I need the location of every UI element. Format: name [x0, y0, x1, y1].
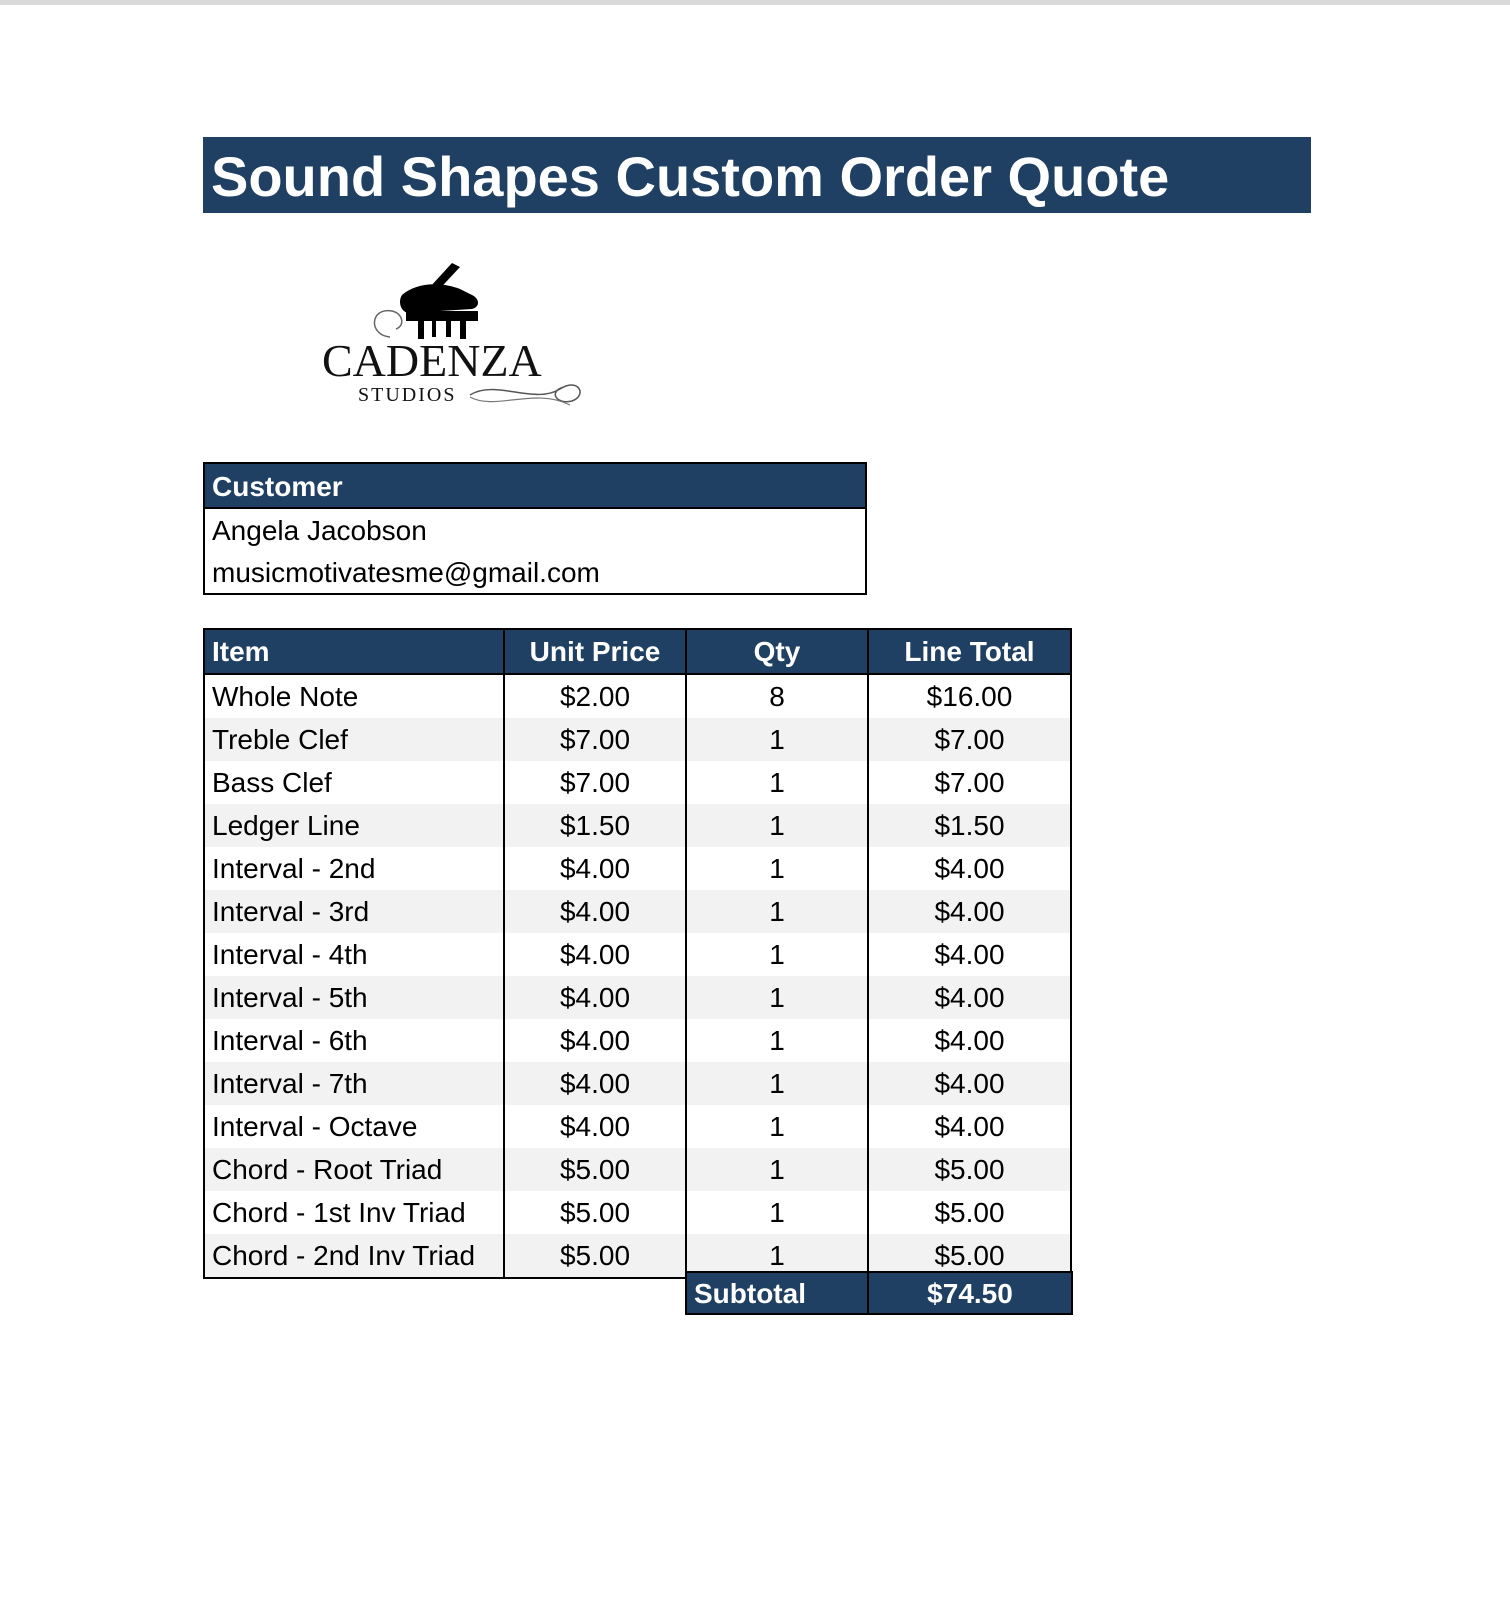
cell-qty: 1 [686, 1019, 868, 1062]
cell-unit-price: $5.00 [504, 1148, 686, 1191]
cell-qty: 1 [686, 804, 868, 847]
table-row [204, 976, 1071, 1019]
cell-item: Interval - 6th [204, 1019, 504, 1062]
table-row [204, 761, 1071, 804]
items-table [203, 628, 1072, 1279]
table-row [204, 847, 1071, 890]
cell-unit-price: $4.00 [504, 933, 686, 976]
table-row [204, 718, 1071, 761]
cell-line-total: $4.00 [868, 976, 1071, 1019]
cell-item: Interval - 5th [204, 976, 504, 1019]
cell-unit-price: $7.00 [504, 761, 686, 804]
column-header-line-total: Line Total [868, 629, 1071, 674]
cell-line-total: $7.00 [868, 761, 1071, 804]
cell-item: Chord - 2nd Inv Triad [204, 1234, 504, 1278]
table-row [204, 1062, 1071, 1105]
cell-unit-price: $4.00 [504, 1062, 686, 1105]
column-header-item: Item [204, 629, 504, 674]
cell-qty: 8 [686, 674, 868, 718]
cell-qty: 1 [686, 718, 868, 761]
logo-wordmark: CADENZA [322, 335, 542, 386]
table-header-row [204, 629, 1071, 674]
cell-item: Interval - 2nd [204, 847, 504, 890]
customer-header: Customer [205, 464, 865, 509]
cell-item: Chord - Root Triad [204, 1148, 504, 1191]
cell-item: Chord - 1st Inv Triad [204, 1191, 504, 1234]
cell-qty: 1 [686, 847, 868, 890]
subtotal-row [685, 1271, 1073, 1315]
subtotal-label: Subtotal [687, 1273, 869, 1313]
cell-item: Interval - Octave [204, 1105, 504, 1148]
table-row [204, 1019, 1071, 1062]
table-row [204, 1148, 1071, 1191]
cell-line-total: $4.00 [868, 1062, 1071, 1105]
cell-unit-price: $4.00 [504, 847, 686, 890]
cell-unit-price: $1.50 [504, 804, 686, 847]
cell-item: Interval - 7th [204, 1062, 504, 1105]
cell-qty: 1 [686, 976, 868, 1019]
cell-qty: 1 [686, 1105, 868, 1148]
table-row [204, 1191, 1071, 1234]
cell-line-total: $16.00 [868, 674, 1071, 718]
cadenza-studios-logo [320, 255, 600, 425]
cell-qty: 1 [686, 1062, 868, 1105]
cell-qty: 1 [686, 1148, 868, 1191]
table-row [204, 933, 1071, 976]
cell-line-total: $4.00 [868, 1019, 1071, 1062]
cell-unit-price: $4.00 [504, 976, 686, 1019]
page-title: Sound Shapes Custom Order Quote [211, 145, 1170, 208]
logo-subtext: STUDIOS [358, 384, 457, 406]
cell-unit-price: $7.00 [504, 718, 686, 761]
table-row [204, 1105, 1071, 1148]
cell-line-total: $7.00 [868, 718, 1071, 761]
table-row [204, 674, 1071, 718]
cell-unit-price: $2.00 [504, 674, 686, 718]
cell-qty: 1 [686, 1191, 868, 1234]
cell-unit-price: $5.00 [504, 1234, 686, 1278]
page-top-edge [0, 0, 1510, 5]
column-header-qty: Qty [686, 629, 868, 674]
table-row [204, 804, 1071, 847]
subtotal-value: $74.50 [927, 1278, 1013, 1309]
cell-item: Ledger Line [204, 804, 504, 847]
title-banner [203, 137, 1311, 213]
cell-unit-price: $5.00 [504, 1191, 686, 1234]
cell-line-total: $5.00 [868, 1148, 1071, 1191]
cell-item: Bass Clef [204, 761, 504, 804]
cell-item: Interval - 3rd [204, 890, 504, 933]
cell-qty: 1 [686, 890, 868, 933]
cell-line-total: $5.00 [868, 1234, 1071, 1278]
cell-line-total: $5.00 [868, 1191, 1071, 1234]
cell-line-total: $4.00 [868, 933, 1071, 976]
cell-unit-price: $4.00 [504, 890, 686, 933]
cell-unit-price: $4.00 [504, 1105, 686, 1148]
cell-item: Interval - 4th [204, 933, 504, 976]
column-header-unit-price: Unit Price [504, 629, 686, 674]
cell-item: Treble Clef [204, 718, 504, 761]
cell-line-total: $1.50 [868, 804, 1071, 847]
cell-qty: 1 [686, 761, 868, 804]
cell-item: Whole Note [204, 674, 504, 718]
customer-name: Angela Jacobson [212, 515, 427, 546]
cell-qty: 1 [686, 933, 868, 976]
customer-block [203, 462, 867, 595]
cell-line-total: $4.00 [868, 1105, 1071, 1148]
cell-line-total: $4.00 [868, 847, 1071, 890]
customer-email: musicmotivatesme@gmail.com [212, 557, 600, 588]
cell-line-total: $4.00 [868, 890, 1071, 933]
table-row [204, 890, 1071, 933]
cell-unit-price: $4.00 [504, 1019, 686, 1062]
cell-qty: 1 [686, 1234, 868, 1278]
